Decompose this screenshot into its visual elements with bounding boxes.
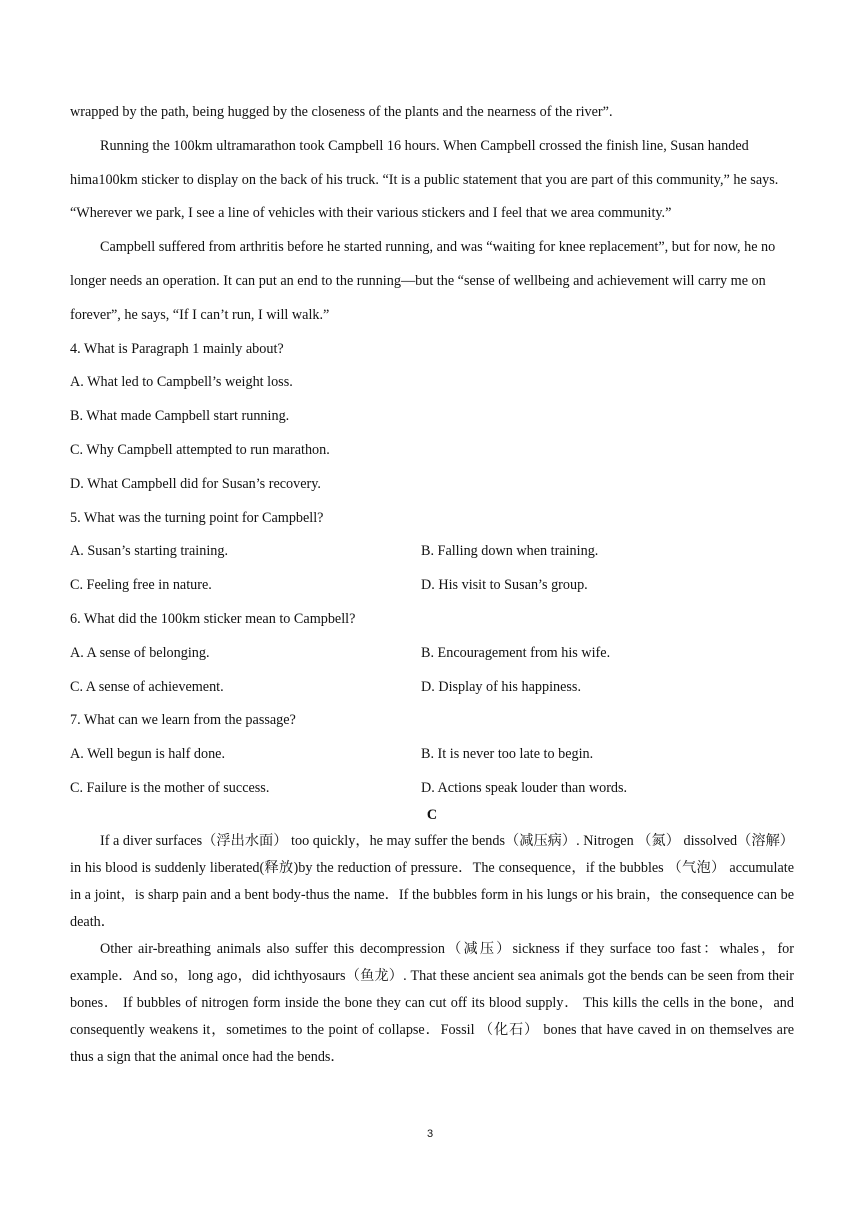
option-b: B. Falling down when training. bbox=[421, 543, 599, 560]
option-c: C. Why Campbell attempted to run marathon. bbox=[70, 441, 330, 458]
passage-c-paragraph-2: Other air-breathing animals also suffer this decompression（减压）sickness if they surface too fast：whales，for example．And so，long ago，did ichthyosaurs（鱼龙）. That these ancient sea animals got the bends can be seen from their bones． If bubbles of nitrogen form inside the bone they can cut off its blood supply． This kills the cells in the bone，and consequently weakens it，sometimes to the point of collapse．Fossil （化石） bones that have caved in on themselves are thus a sign that the animal once had the bends． bbox=[70, 940, 794, 1065]
option-row bbox=[70, 569, 794, 603]
option-c: C. Feeling free in nature. bbox=[70, 577, 212, 594]
option-a: A. What led to Campbell’s weight loss. bbox=[70, 374, 293, 391]
option-row bbox=[70, 738, 794, 772]
option-row bbox=[70, 671, 794, 705]
question-7 bbox=[70, 704, 794, 805]
option-d: D. His visit to Susan’s group. bbox=[421, 577, 588, 594]
option-c: C. Failure is the mother of success. bbox=[70, 779, 270, 796]
option-a: A. Well begun is half done. bbox=[70, 746, 226, 763]
option-a: A. A sense of belonging. bbox=[70, 644, 210, 661]
page-number: 3 bbox=[426, 1128, 434, 1140]
document-page bbox=[70, 96, 794, 1071]
question-4 bbox=[70, 333, 794, 502]
question-stem: 4. What is Paragraph 1 mainly about? bbox=[70, 340, 284, 357]
question-stem: 5. What was the turning point for Campbell? bbox=[70, 509, 324, 526]
option-row bbox=[70, 535, 794, 569]
option-b: B. What made Campbell start running. bbox=[70, 408, 290, 425]
passage-b-paragraph-sticker: Running the 100km ultramarathon took Campbell 16 hours. When Campbell crossed the finish line, Susan handed hima100km sticker to display on the back of his truck. “It is a public statement that you are part of this community,” he says. “Wherever we park, I see a line of vehicles with their various stickers and I feel that we area community.” bbox=[70, 137, 779, 222]
passage-c bbox=[70, 828, 794, 1071]
option-b: B. Encouragement from his wife. bbox=[421, 644, 611, 661]
option-c: C. A sense of achievement. bbox=[70, 678, 224, 695]
option-d: D. Display of his happiness. bbox=[421, 678, 581, 695]
passage-b-paragraph-continued: wrapped by the path, being hugged by the closeness of the plants and the nearness of the river”. bbox=[70, 104, 613, 120]
question-5 bbox=[70, 502, 794, 603]
passage-b-paragraph-arthritis: Campbell suffered from arthritis before he started running, and was “waiting for knee replacement”, but for now, he no longer needs an operation. It can put an end to the running—but the “sense of wellbeing and achievement will carry me on forever”, he says, “If I can’t run, I will walk.” bbox=[70, 239, 776, 323]
question-stem: 6. What did the 100km sticker mean to Campbell? bbox=[70, 610, 356, 627]
passage-c-paragraph-1: If a diver surfaces（浮出水面） too quickly，he may suffer the bends（减压病）. Nitrogen （氮） dissolved（溶解）in his blood is suddenly liberated(释放)by the reduction of pressure．The consequence，if the bubbles （气泡） accumulate in a joint，is sharp pain and a bent body-thus the name．If the bubbles form in his lungs or his brain，the consequence can be death． bbox=[70, 832, 794, 930]
question-stem: 7. What can we learn from the passage? bbox=[70, 712, 296, 729]
option-a: A. Susan’s starting training. bbox=[70, 543, 229, 560]
option-b: B. It is never too late to begin. bbox=[421, 746, 594, 763]
option-row bbox=[70, 772, 794, 806]
question-6 bbox=[70, 603, 794, 704]
option-d: D. What Campbell did for Susan’s recovery. bbox=[70, 475, 321, 492]
section-heading-c: C bbox=[426, 806, 438, 823]
option-row bbox=[70, 637, 794, 671]
option-d: D. Actions speak louder than words. bbox=[421, 779, 628, 796]
